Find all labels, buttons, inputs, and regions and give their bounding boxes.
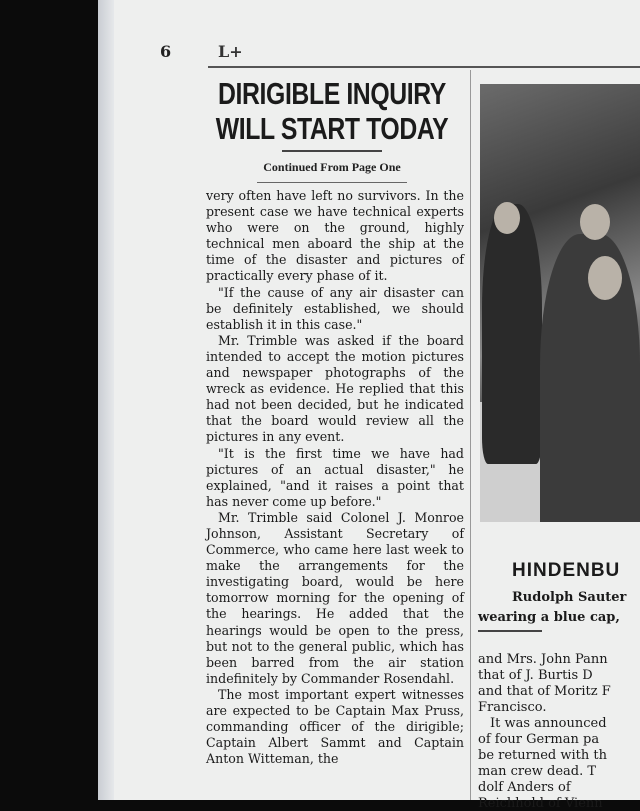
photo-figure [482, 204, 542, 464]
article-column [196, 70, 468, 800]
paragraph: The most important expert witnesses are expected to be Captain Max Pruss, commanding officer of the dirigible; Captain Albert Sammt and Captain Anton Witteman, the [206, 686, 464, 767]
right-column-line: and that of Moritz F [478, 684, 611, 699]
headline-rule [282, 150, 382, 152]
headline-line-2: WILL START TODAY [215, 111, 449, 146]
right-column-line: that of J. Burtis D [478, 668, 593, 683]
caption-rule [478, 630, 542, 632]
right-column-line: be returned with th [478, 748, 607, 763]
caption-title: HINDENBU [512, 560, 621, 581]
page-number: 6 [160, 42, 172, 61]
right-column-line: dolf Anders of [478, 780, 571, 795]
page-edge [98, 0, 114, 800]
right-column-line: man crew dead. T [478, 764, 597, 779]
paragraph: Mr. Trimble was asked if the board intended to accept the motion pictures and newspaper photographs of the wreck as evidence. He replied that this had not been decided, but he indicated that the board would review all the pictures in any event. [206, 332, 464, 445]
headline-line-1: DIRIGIBLE INQUIRY [218, 76, 446, 111]
right-column-line: and Mrs. John Pann [478, 652, 608, 667]
paragraph: very often have left no survivors. In the present case we have technical experts who were on the ground, highly technical men aboard the ship at the time of the disaster and pictures of practically every phase of it. [206, 188, 464, 284]
caption-line-2: wearing a blue cap, [478, 610, 620, 625]
article-body [196, 188, 468, 767]
paragraph: Mr. Trimble said Colonel J. Monroe Johnson, Assistant Secretary of Commerce, who came here last week to make the arrangements for the investigating board, would be here tomorrow morning for the opening of the hearings. He added that the hearings would be open to the press, but not to the general public, which has been barred from the air station indefinitely by Commander Rosendahl. [206, 509, 464, 686]
paragraph: "It is the first time we have had pictures of an actual disaster," he explained, "and it raises a point that has never come up before." [206, 445, 464, 509]
top-rule [208, 66, 640, 68]
right-column-line: of four German pa [478, 732, 600, 747]
continued-line: Continued From Page One [263, 160, 401, 174]
photo-face [494, 202, 520, 234]
right-column-line: Francisco. [478, 700, 547, 715]
news-photo [480, 84, 640, 522]
paragraph: "If the cause of any air disaster can be definitely established, we should establish it in this case." [206, 284, 464, 332]
right-column-line: Reichhold of Vienn [478, 796, 603, 811]
column-rule [470, 70, 471, 800]
photo-face [588, 256, 622, 300]
photo-face [580, 204, 610, 240]
headline [199, 76, 465, 146]
right-column-line: It was announced [490, 716, 607, 731]
caption-line-1: Rudolph Sauter [512, 590, 627, 605]
page-label: L+ [218, 42, 243, 61]
subhead-rule [257, 182, 407, 183]
